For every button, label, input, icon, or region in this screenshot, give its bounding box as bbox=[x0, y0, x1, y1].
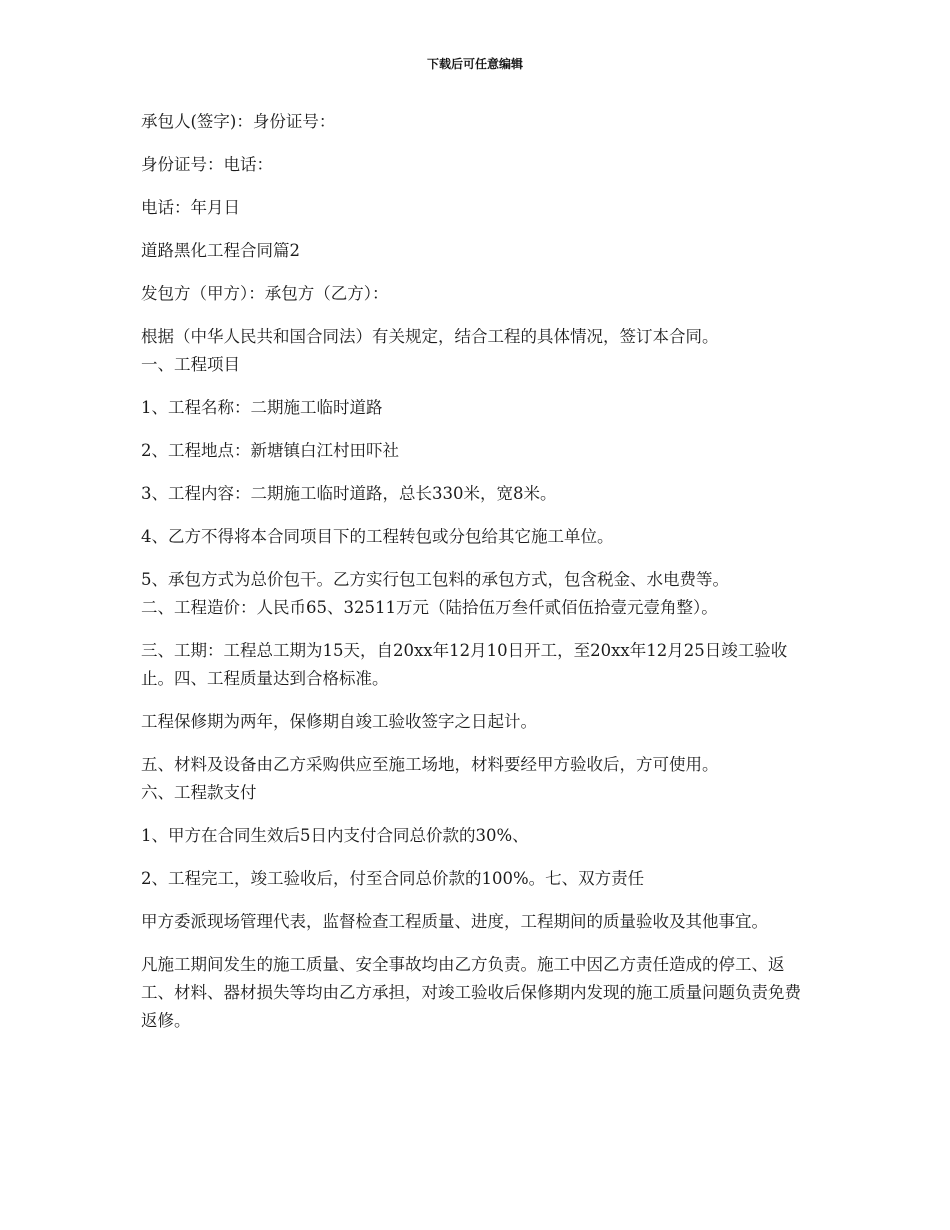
paragraph: 道路黑化工程合同篇2 bbox=[141, 241, 300, 260]
document-body bbox=[141, 108, 813, 1050]
paragraph: 身份证号：电话： bbox=[141, 155, 273, 174]
paragraph: 凡施工期间发生的施工质量、安全事故均由乙方负责。施工中因乙方责任造成的停工、返工、材料、器材损失等均由乙方承担，对竣工验收后保修期内发现的施工质量问题负责免费返修。 bbox=[141, 955, 801, 1030]
page-header: 下载后可任意编辑 bbox=[426, 57, 523, 71]
paragraph: 2、工程地点：新塘镇白江村田吓社 bbox=[141, 441, 399, 460]
paragraph: 5、承包方式为总价包干。乙方实行包工包料的承包方式，包含税金、水电费等。 bbox=[141, 570, 729, 589]
paragraph: 4、乙方不得将本合同项目下的工程转包或分包给其它施工单位。 bbox=[141, 527, 614, 546]
paragraph: 承包人(签字)：身份证号： bbox=[141, 112, 336, 131]
paragraph: 3、工程内容：二期施工临时道路，总长330米，宽8米。 bbox=[141, 484, 557, 503]
paragraph: 五、材料及设备由乙方采购供应至施工场地，材料要经甲方验收后，方可使用。 bbox=[141, 755, 719, 774]
paragraph: 二、工程造价：人民币65、32511万元（陆拾伍万叁仟贰佰伍拾壹元壹角整）。 bbox=[141, 598, 718, 617]
paragraph: 发包方（甲方）：承包方（乙方）： bbox=[141, 284, 389, 303]
paragraph: 1、甲方在合同生效后5日内支付合同总价款的30%、 bbox=[141, 826, 529, 845]
paragraph: 六、工程款支付 bbox=[141, 783, 257, 802]
paragraph: 三、工期：工程总工期为15天，自20xx年12月10日开工，至20xx年12月25日竣工验收止。四、工程质量达到合格标准。 bbox=[141, 641, 788, 688]
paragraph: 根据（中华人民共和国合同法）有关规定，结合工程的具体情况，签订本合同。 bbox=[141, 327, 719, 346]
paragraph: 工程保修期为两年，保修期自竣工验收签字之日起计。 bbox=[141, 712, 537, 731]
paragraph: 2、工程完工，竣工验收后，付至合同总价款的100%。七、双方责任 bbox=[141, 869, 645, 888]
paragraph: 1、工程名称：二期施工临时道路 bbox=[141, 398, 383, 417]
paragraph: 电话：年月日 bbox=[141, 198, 240, 217]
paragraph: 一、工程项目 bbox=[141, 355, 240, 374]
paragraph: 甲方委派现场管理代表，监督检查工程质量、进度，工程期间的质量验收及其他事宜。 bbox=[141, 912, 768, 931]
